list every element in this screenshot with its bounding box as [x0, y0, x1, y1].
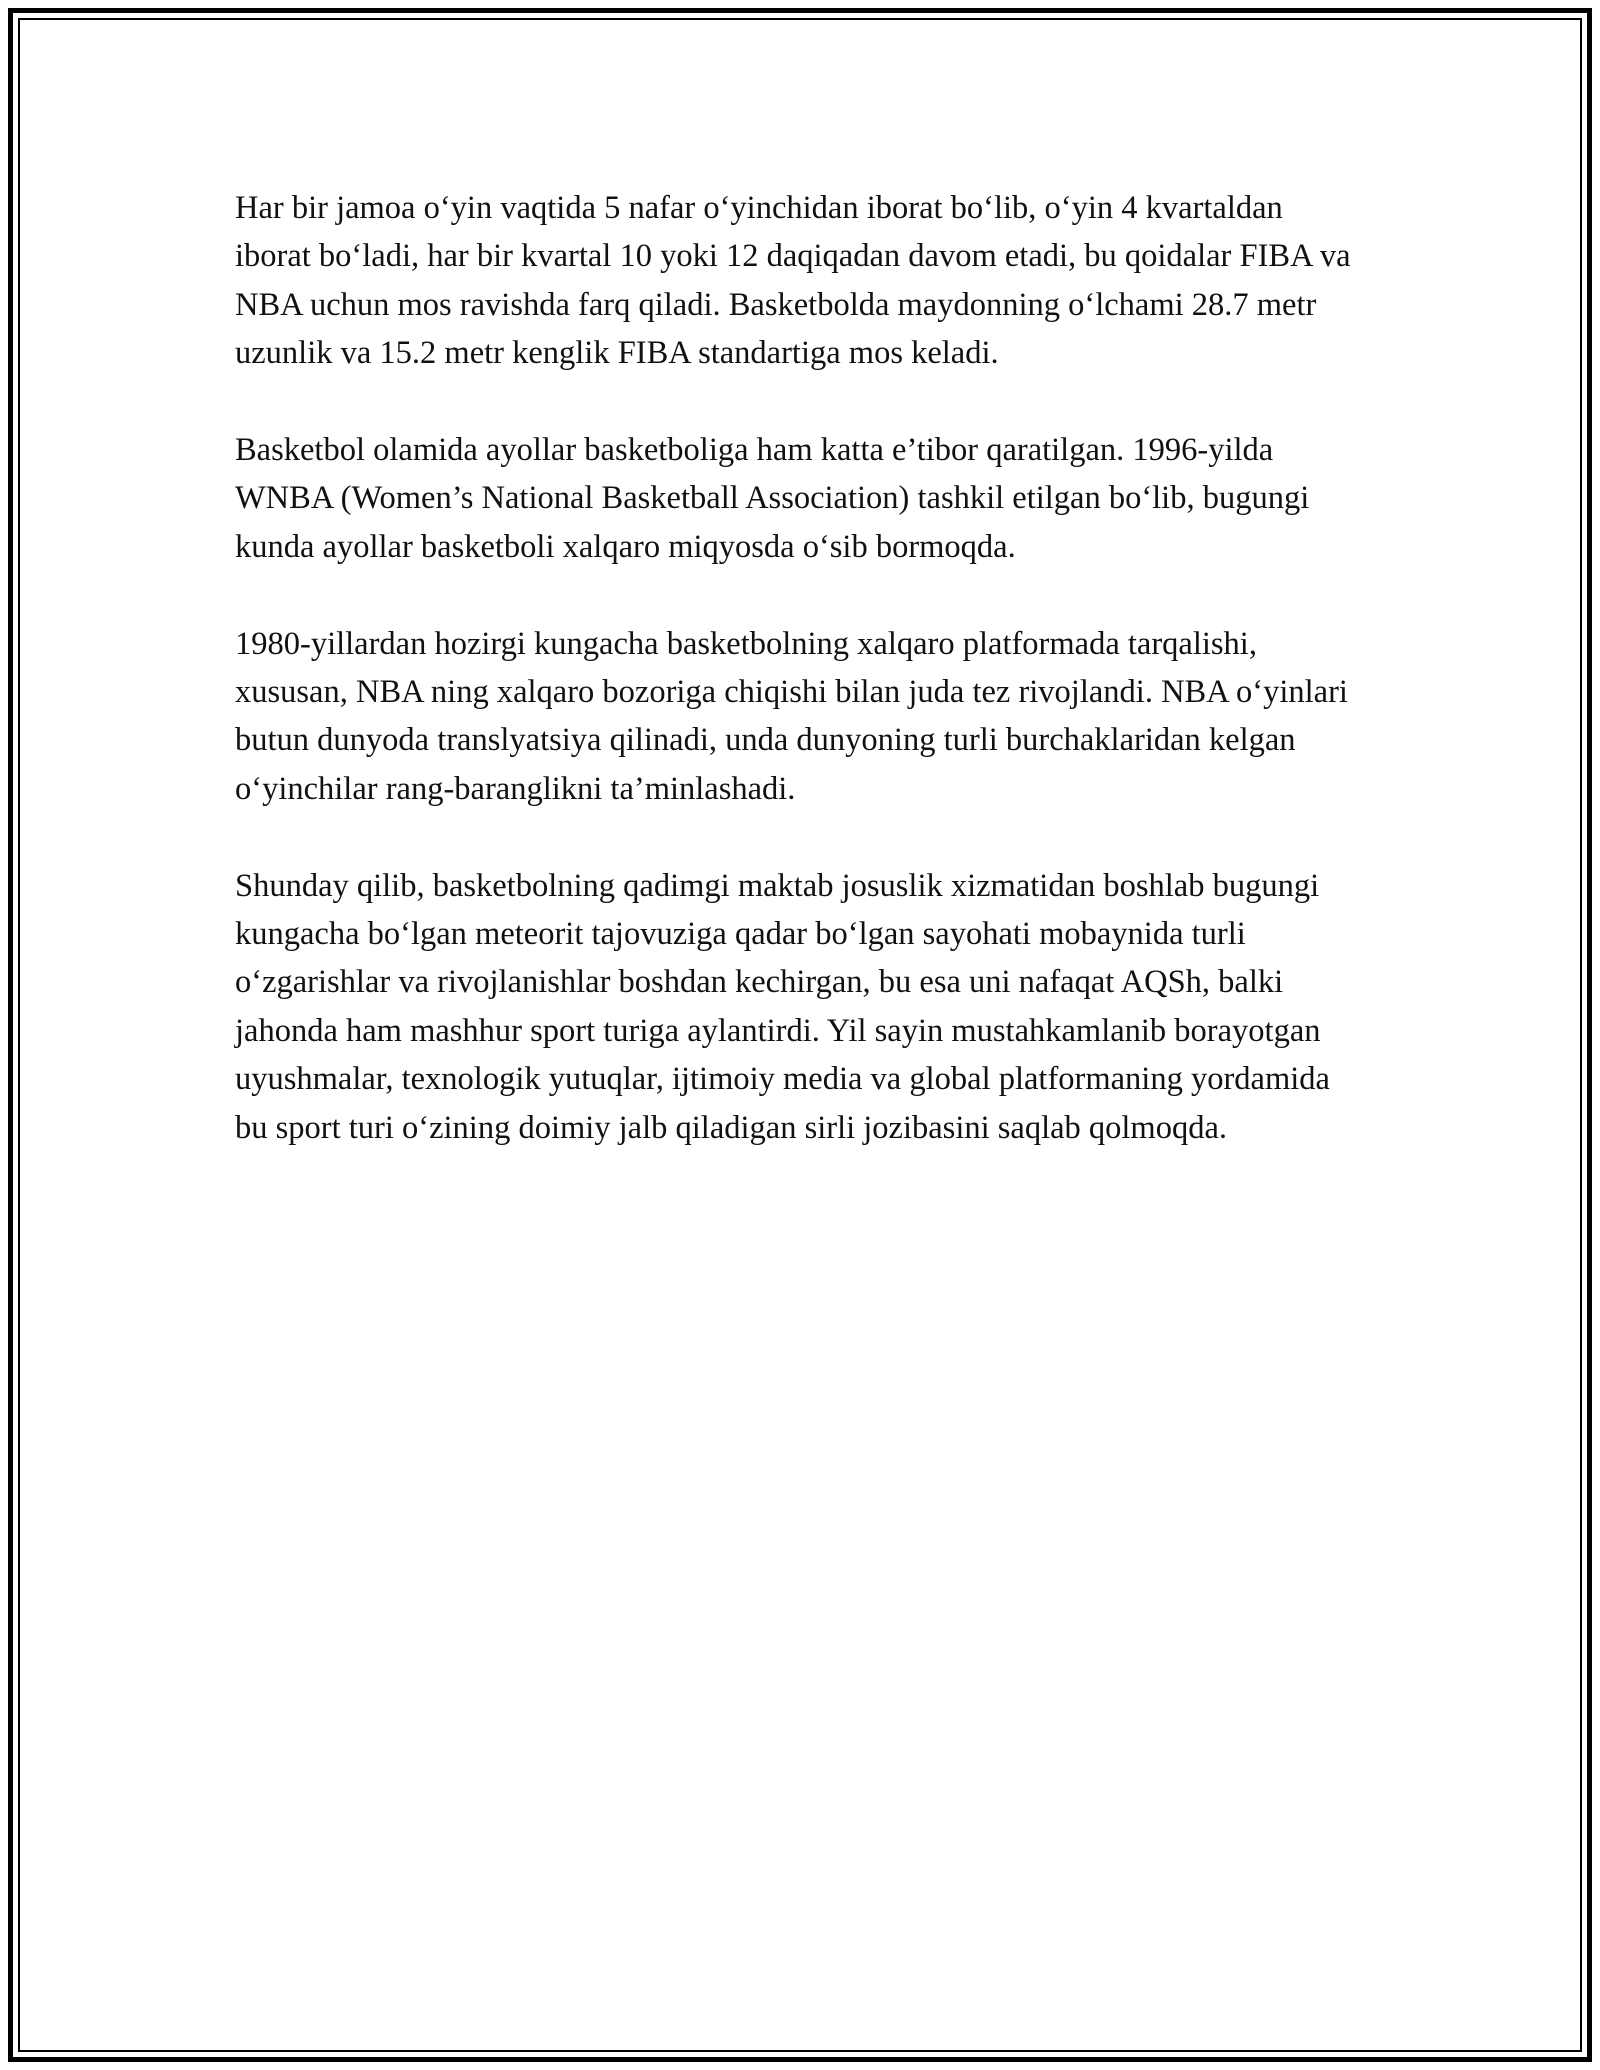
paragraph-international-growth: 1980-yillardan hozirgi kungacha basketbolning xalqaro platformada tarqalishi, xususan, NBA ning xalqaro bozoriga chiqishi bilan juda tez rivojlandi. NBA o‘yinlari butun dunyoda translyatsiya qilinadi, unda dunyoning turli burchaklaridan kelgan o‘yinchilar rang-baranglikni ta’minlashadi.	[235, 625, 1348, 807]
document-body	[235, 184, 1360, 1200]
paragraph-womens-basketball: Basketbol olamida ayollar basketboliga ham katta e’tibor qaratilgan. 1996-yilda WNBA (Women’s National Basketball Association) tashkil etilgan bo‘lib, bugungi kunda ayollar basketboli xalqaro miqyosda o‘sib bormoqda.	[235, 432, 1310, 565]
paragraph-conclusion: Shunday qilib, basketbolning qadimgi maktab josuslik xizmatidan boshlab bugungi kungacha bo‘lgan meteorit tajovuziga qadar bo‘lgan sayohati mobaynida turli o‘zgarishlar va rivojlanishlar boshdan kechirgan, bu esa uni nafaqat AQSh, balki jahonda ham mashhur sport turiga aylantirdi. Yil sayin mustahkamlanib borayotgan uyushmalar, texnologik yutuqlar, ijtimoiy media va global platformaning yordamida bu sport turi o‘zining doimiy jalb qiladigan sirli jozibasini saqlab qolmoqda.	[235, 867, 1330, 1146]
paragraph-team-rules: Har bir jamoa o‘yin vaqtida 5 nafar o‘yinchidan iborat bo‘lib, o‘yin 4 kvartaldan iborat bo‘ladi, har bir kvartal 10 yoki 12 daqiqadan davom etadi, bu qoidalar FIBA va NBA uchun mos ravishda farq qiladi. Basketbolda maydonning o‘lchami 28.7 metr uzunlik va 15.2 metr kenglik FIBA standartiga mos keladi.	[235, 190, 1351, 372]
